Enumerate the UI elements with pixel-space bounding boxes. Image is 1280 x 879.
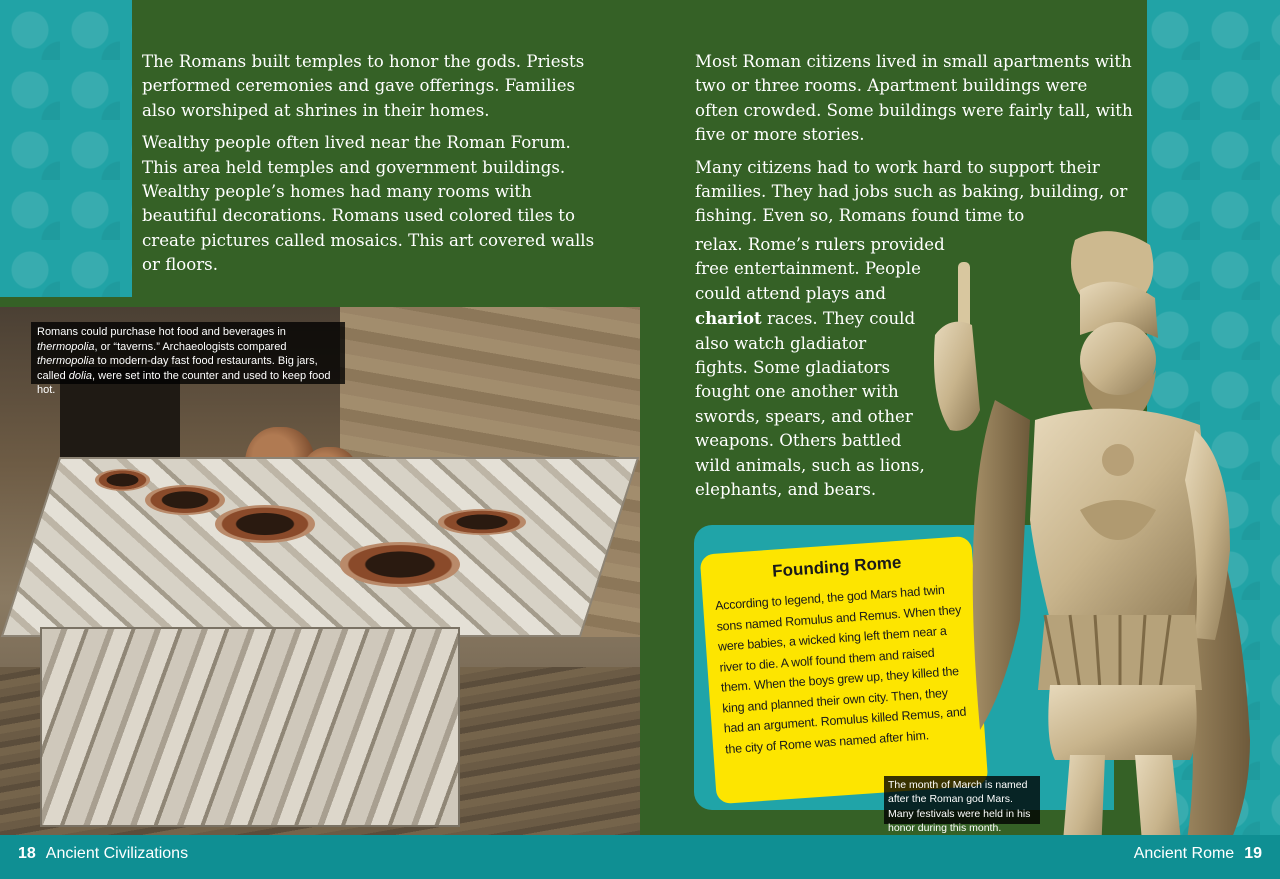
left-column-text — [142, 50, 602, 286]
sidebar-title: Founding Rome — [771, 552, 902, 581]
chapter-title: Ancient Rome — [1133, 845, 1235, 862]
caption-text: to modern-day fast food restaurants. Big jars, called — [37, 355, 318, 382]
footer-right — [1134, 845, 1262, 863]
caption-text: , were set into the counter and used to keep food hot. — [37, 369, 331, 397]
paragraph-wealthy: Wealthy people often lived near the Roman Forum. This area held temples and government buildings. Wealthy people’s homes had many rooms with beautiful decorations. Romans used colored tiles to create pictures called mosaics. This art covered walls or floors. — [142, 133, 595, 275]
cloak-left — [973, 400, 1030, 730]
photo-caption — [31, 322, 345, 397]
gorgon-medallion — [1102, 444, 1134, 476]
line: fought one another with — [695, 382, 899, 402]
paragraph-temples: The Romans built temples to honor the gods. Priests performed ceremonies and gave offerings. Families also worshiped at shrines in their homes. — [142, 52, 585, 120]
page-number-right: 19 — [1244, 845, 1262, 862]
book-title: Ancient Civilizations — [45, 845, 189, 862]
line: fights. Some gladiators — [695, 358, 891, 378]
line: weapons. Others battled — [695, 431, 902, 451]
page-footer — [0, 835, 1280, 879]
dolia-jar-opening — [438, 509, 526, 535]
dolia-jar-opening — [95, 469, 150, 491]
caption-italic: thermopolia — [37, 355, 95, 368]
glossary-term-chariot: chariot — [695, 308, 762, 329]
caption-text: , or “taverns.” Archaeologists compared — [94, 340, 287, 353]
line: could attend plays and — [695, 283, 886, 303]
footer-left — [18, 845, 188, 863]
page-number-left: 18 — [18, 845, 36, 862]
caption-italic: thermopolia — [37, 340, 95, 353]
line: relax. Rome’s rulers provided — [695, 235, 945, 254]
thermopolium-photo — [0, 307, 640, 835]
line: elephants, and bears. — [695, 480, 877, 500]
statue-caption: The month of March is named after the Roman god Mars. Many festivals were held in his honor during this month. — [884, 776, 1040, 824]
paragraph-citizens-lead: Many citizens had to work hard to support their families. They had jobs such as baking, building, or fishing. Even so, Romans found time to — [695, 157, 1128, 226]
marble-counter-front — [40, 627, 460, 827]
raised-arm — [934, 322, 980, 431]
line: wild animals, such as lions, — [695, 455, 925, 475]
tunic — [1048, 685, 1196, 760]
caption-italic: dolia — [68, 369, 93, 382]
line: races. They could — [761, 309, 916, 329]
dolia-jar-opening — [145, 485, 225, 515]
sidebar-body: According to legend, the god Mars had twin sons named Romulus and Remus. When they were babies, a wicked king left them near a river to die. A wolf found them and raised them. When the boys grew up, they killed the king and planned their own city. Then, they had an argument. Romulus killed Remus, and the city of Rome was named after him. — [714, 582, 967, 756]
line: also watch gladiator — [695, 333, 867, 353]
caption-text: Romans could purchase hot food and beverages in — [37, 326, 286, 338]
line: free entertainment. People — [695, 259, 921, 279]
dolia-jar-opening — [340, 542, 460, 587]
dolia-jar-opening — [215, 505, 315, 543]
line: swords, spears, and other — [695, 406, 913, 426]
paragraph-apartments: Most Roman citizens lived in small apartments with two or three rooms. Apartment buildings were often crowded. Some buildings were fairly tall, with five or more stories. — [695, 52, 1133, 145]
right-column-text-top — [695, 50, 1135, 237]
